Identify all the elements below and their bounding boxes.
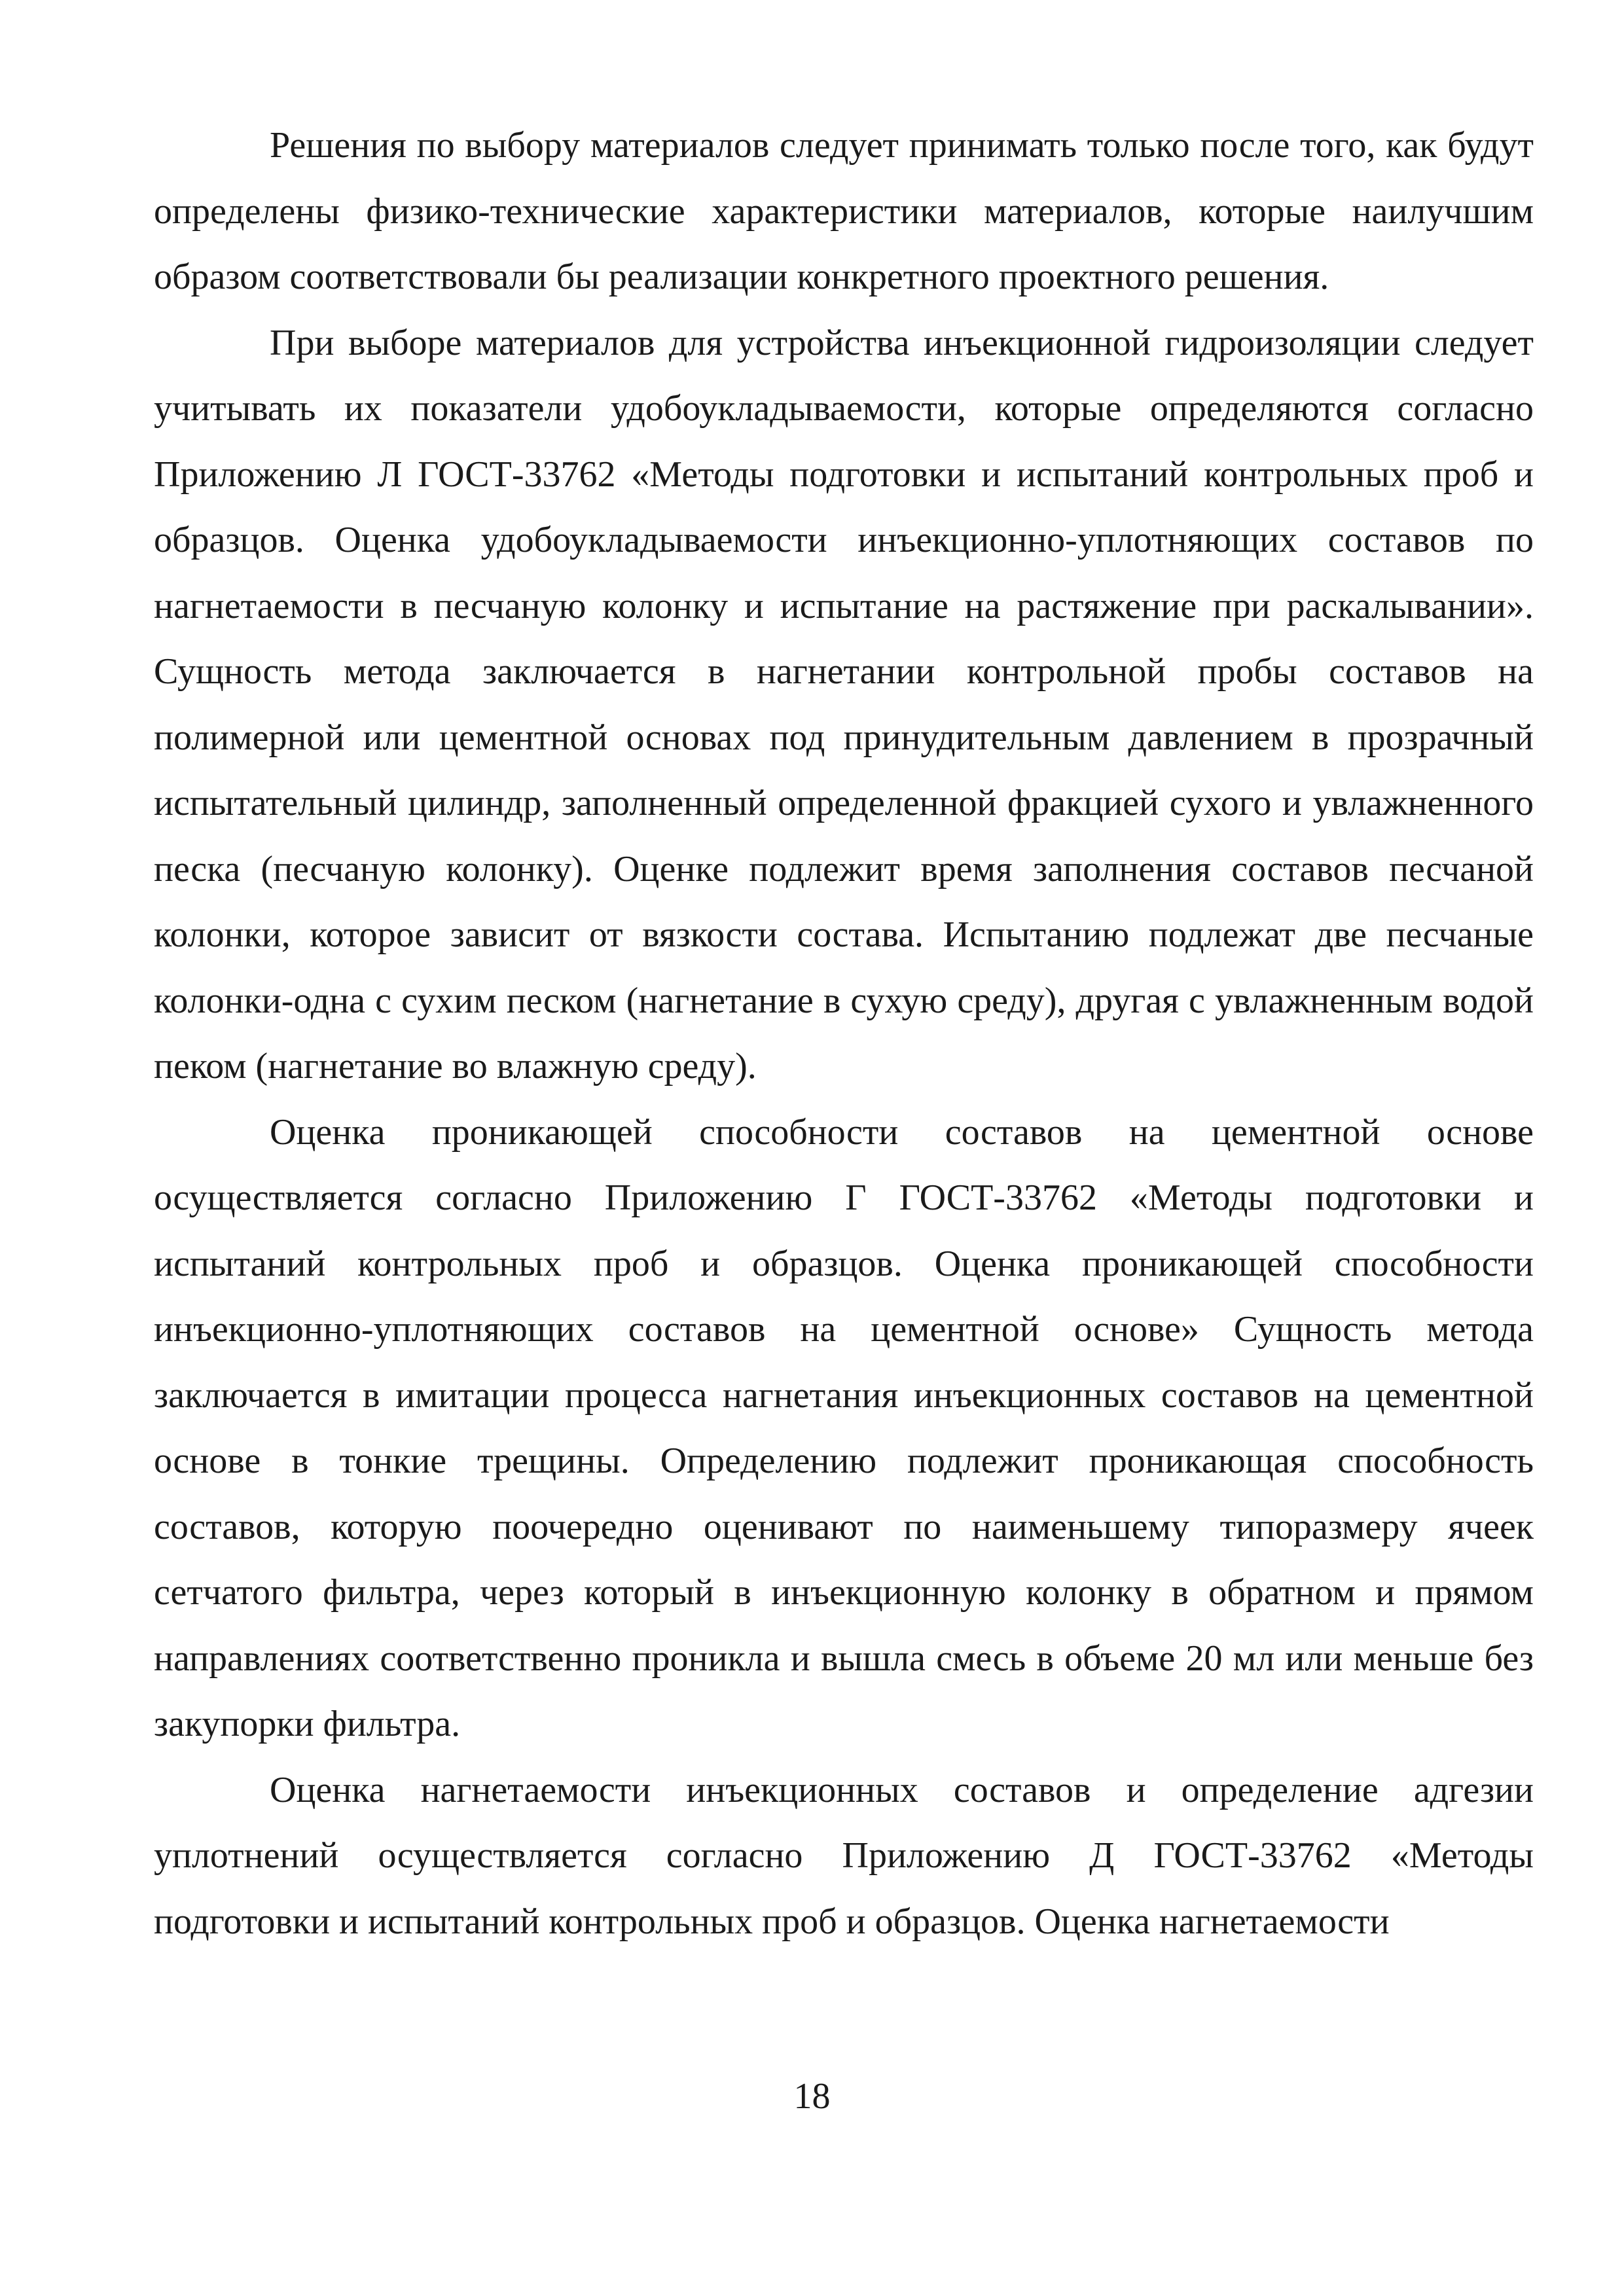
paragraph-penetrating-ability: Оценка проникающей способности составов на цементной основе осуществляется согласно Приложению Г ГОСТ-33762 «Методы подготовки и испытаний контрольных проб и образцов. Оценка проникающей способности инъекционно-уплотняющих составов на цементной основе» Сущность метода заключается в имитации процесса нагнетания инъекционных составов на цементной основе в тонкие трещины. Определению подлежит проникающая способность составов, которую поочередно оценивают по наименьшему типоразмеру ячеек сетчатого фильтра, через который в инъекционную колонку в обратном и прямом направлениях соответственно проникла и вышла смесь в объеме 20 мл или меньше без закупорки фильтра. (154, 1111, 1534, 1744)
page-number: 18 (793, 2076, 831, 2117)
paragraph-workability: При выборе материалов для устройства инъекционной гидроизоляции следует учитывать их показатели удобоукладываемости, которые определяются согласно Приложению Л ГОСТ-33762 «Методы подготовки и испытаний контрольных проб и образцов. Оценка удобоукладываемости инъекционно-уплотняющих составов по нагнетаемости в песчаную колонку и испытание на растяжение при раскалывании». Сущность метода заключается в нагнетании контрольной пробы составов на полимерной или цементной основах под принудительным давлением в прозрачный испытательный цилиндр, заполненный определенной фракцией сухого и увлажненного песка (песчаную колонку). Оценке подлежит время заполнения составов песчаной колонки, которое зависит от вязкости состава. Испытанию подлежат две песчаные колонки-одна с сухим песком (нагнетание в сухую среду), другая с увлажненным водой пеком (нагнетание во влажную среду). (154, 322, 1534, 1086)
body-text (154, 113, 1534, 1954)
paragraph-material-selection: Решения по выбору материалов следует принимать только после того, как будут определены физико-технические характеристики материалов, которые наилучшим образом соответствовали бы реализации конкретного проектного решения. (154, 125, 1534, 297)
paragraph-injectability: Оценка нагнетаемости инъекционных составов и определение адгезии уплотнений осуществляется согласно Приложению Д ГОСТ-33762 «Методы подготовки и испытаний контрольных проб и образцов. Оценка нагнетаемости (154, 1769, 1534, 1942)
